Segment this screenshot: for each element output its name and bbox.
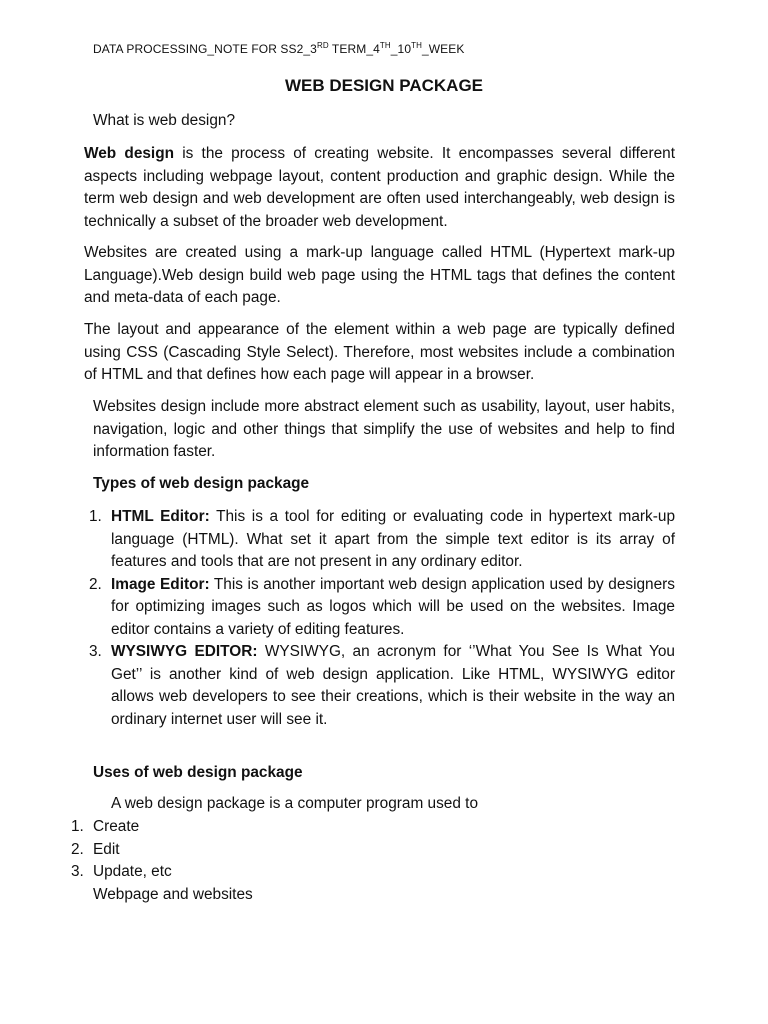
term-web-design: Web design (84, 145, 175, 162)
list-number: 1. (89, 508, 102, 525)
types-list (89, 506, 675, 731)
types-heading: Types of web design package (93, 475, 310, 492)
type-label: Image Editor: (111, 575, 210, 593)
list-number: 3. (71, 863, 84, 880)
uses-intro: A web design package is a computer program used to (111, 795, 479, 812)
header-mid-term: TERM_4 (328, 42, 380, 56)
paragraph-html: Websites are created using a mark-up language called HTML (Hypertext mark-up Language).Web design build web page using the HTML tags that defines the content and meta-data of each page. (84, 244, 675, 306)
type-label: HTML Editor: (111, 508, 210, 525)
list-number: 2. (71, 840, 84, 858)
definition-text: is the process of creating website. It encompasses several different aspects including webpage layout, content production and graphic design. While the term web design and web development are often used interchangeably, web design is technically a subset of the broader web development. (84, 145, 675, 230)
list-item (89, 574, 675, 642)
uses-list (71, 816, 657, 884)
list-item (71, 816, 657, 839)
paragraph-web-design-definition (84, 143, 675, 233)
paragraph-abstract-elements: Websites design include more abstract element such as usability, layout, user habits, navigation, logic and other things that simplify the use of websites and help to find information faster. (93, 398, 675, 460)
page-title: WEB DESIGN PACKAGE (284, 76, 484, 95)
type-label: WYSIWYG EDITOR: (111, 643, 258, 660)
uses-heading: Uses of web design package (93, 764, 303, 781)
list-item (89, 506, 675, 574)
list-number: 2. (89, 575, 102, 593)
list-number: 1. (71, 818, 84, 835)
type-description: WYSIWYG, an acronym for ‘’What You See Is What You Get’’ is another kind of web design application. Like HTML, WYSIWYG editor allows web developers to see their creations, which is their website in the way an ordinary internet user will see it. (111, 643, 675, 728)
list-item (71, 861, 657, 884)
header-sup-th-2: TH (411, 41, 422, 50)
question-text: What is web design? (93, 112, 236, 129)
uses-closing: Webpage and websites (93, 886, 253, 903)
document-header (93, 42, 464, 56)
use-text: Edit (93, 840, 120, 858)
header-sup-rd: RD (316, 41, 329, 50)
header-sup-th-1: TH (379, 41, 391, 50)
type-description: This is another important web design application used by designers for optimizing images such as logos which will be used on the websites. Image editor contains a variety of editing features. (111, 575, 675, 638)
header-mid-week: _10 (390, 42, 412, 56)
header-prefix: DATA PROCESSING_NOTE FOR SS2_3 (93, 42, 317, 56)
use-text: Update, etc (93, 863, 172, 880)
list-item (89, 641, 675, 731)
header-suffix: _WEEK (421, 42, 465, 56)
list-item (71, 839, 657, 862)
list-number: 3. (89, 643, 102, 660)
paragraph-css: The layout and appearance of the element within a web page are typically defined using CSS (Cascading Style Select). Therefore, most websites include a combination of HTML and that defines how each page will appear in a browser. (84, 321, 675, 383)
type-description: This is a tool for editing or evaluating code in hypertext mark-up language (HTML). What set it apart from the simple text editor is its array of features and tools that are not present in any ordinary editor. (111, 508, 675, 570)
use-text: Create (93, 818, 140, 835)
